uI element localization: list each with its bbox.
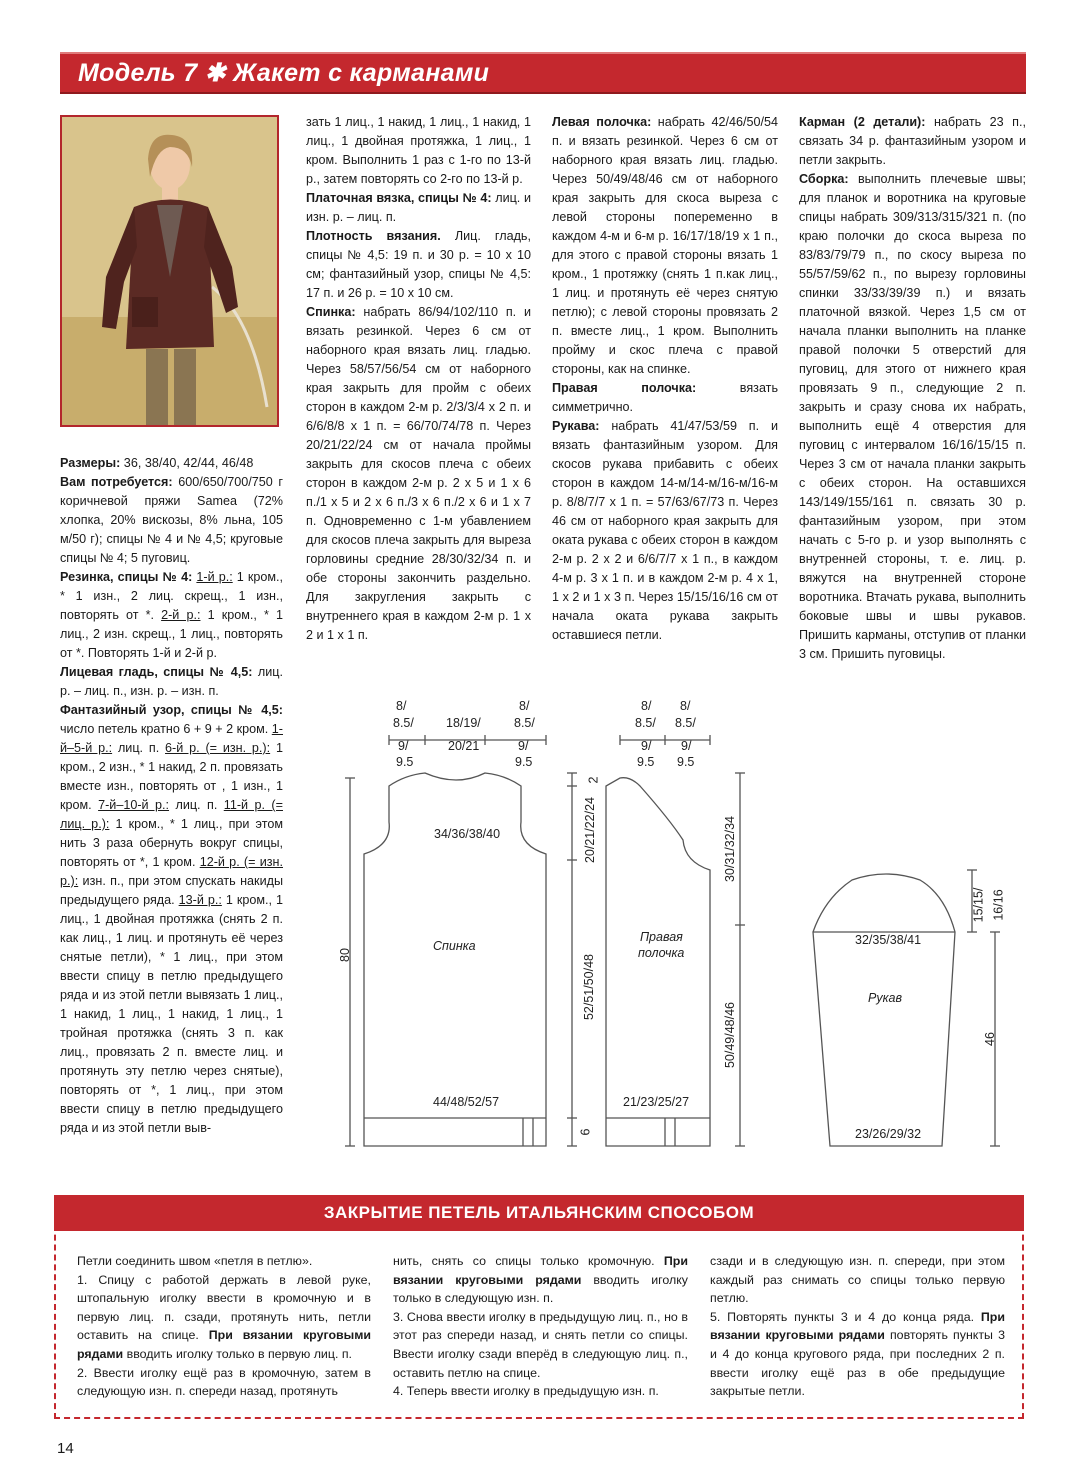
- sleeve-piece-label: Рукав: [868, 991, 902, 1005]
- box-column-2: [393, 1252, 688, 1401]
- fancy-row-7-10: 7-й–10-й р.:: [98, 798, 170, 812]
- stockinette-text: лиц. р. – лиц. п., изн. р. – изн. п.: [60, 665, 283, 698]
- rib-row-2: 2-й р.:: [161, 608, 201, 622]
- box-step-1-bold: При вязании круговыми рядами: [77, 1328, 372, 1361]
- back-dim-top-center-2: 20/21: [448, 739, 480, 753]
- sizes-label: Размеры:: [60, 456, 121, 470]
- garter-text: лиц. и изн. р. – лиц. п.: [306, 191, 531, 224]
- rib-text-b: 1 кром., * 1 лиц., 2 изн. скрещ., 1 лиц., повторять от *. Повторять 1-й и 2-й р.: [60, 608, 283, 660]
- left-front-label: Левая полочка:: [552, 115, 652, 129]
- sizes-text: 36, 38/40, 42/44, 46/48: [120, 456, 254, 470]
- fancy-text-a: число петель кратно 6 + 9 + 2 кром.: [60, 722, 272, 736]
- fancy-row-12: 12-й р. (= изн. р.):: [60, 855, 283, 888]
- right-front-label: Правая полочка:: [552, 381, 697, 395]
- garter-label: Платочная вязка, спицы № 4:: [306, 191, 492, 205]
- sleeve-width-bottom: 23/26/29/32: [855, 1127, 922, 1141]
- box-step-2-bold: При вязании круговыми рядами: [393, 1254, 688, 1287]
- back-dim-top-center-1: 18/19/: [446, 716, 481, 730]
- fancy-label: Фантазийный узор, спицы № 4,5:: [60, 703, 283, 717]
- back-width-bottom: 44/48/52/57: [433, 1095, 500, 1109]
- back-dim-top-right-1: 8/: [519, 699, 530, 713]
- gauge-text: Лиц. гладь, спицы № 4,5: 19 п. и 30 р. = 10 x 10 см; фантазийный узор, спицы № 4,5: 17 п. и 26 р. = 10 x 10 см.: [306, 229, 531, 300]
- front-dim-top-right-2: 8.5/: [675, 716, 696, 730]
- front-outline: [606, 778, 710, 1146]
- front-dim-top-right-1: 8/: [680, 699, 691, 713]
- stockinette-label: Лицевая гладь, спицы № 4,5:: [60, 665, 253, 679]
- needs-text: 600/650/700/750 г коричневой пряжи Samea (72% хлопка, 20% вискозы, 8% льна, 105 м/50 г); спицы № 4 и № 4,5; круговые спицы № 4; 5 пуговиц.: [60, 475, 283, 565]
- box-step-5-bold: При вязании круговыми рядами: [710, 1309, 1005, 1343]
- assembly-label: Сборка:: [799, 172, 849, 186]
- back-shoulder-left-2: 9.5: [396, 755, 414, 769]
- italian-bindoff-title: ЗАКРЫТИЕ ПЕТЕЛЬ ИТАЛЬЯНСКИМ СПОСОБОМ: [323, 1203, 755, 1222]
- gauge-label: Плотность вязания.: [306, 229, 441, 243]
- fancy-text-d: лиц. п.: [169, 798, 224, 812]
- box-step-4-cont: сзади и в следующую изн. п. спереди, при этом каждый раз снимать со спицы только первую петлю.: [710, 1254, 1005, 1306]
- box-step-5: [710, 1308, 1005, 1401]
- armhole-height: 20/21/22/24: [583, 796, 598, 864]
- back-shoulder-right-2: 9.5: [515, 755, 533, 769]
- fancy-text-c: 1 кром., 2 изн., * 1 накид, 2 п. провязать вместе изн., повторять от , 1 изн., 1 кром.: [60, 741, 283, 812]
- front-piece-label-2: полочка: [638, 946, 685, 960]
- rib-row-1: 1-й р.:: [196, 570, 233, 584]
- fancy-row-6: 6-й р. (= изн. р.):: [165, 741, 271, 755]
- fancy-text-b: лиц. п.: [112, 741, 166, 755]
- assembly-text: выполнить плечевые швы; для планок и воротника на круговые спицы набрать 309/313/315/321 п. (по краю полочки до скоса выреза по 83/83/79/79 п., по скосу выреза по 55/57/59/62 п., по вырезу горловины спинки 33/33/39/39 п.) и вязать платочной вязкой. Через 1,5 см от начала планки выполнить на планке правой полочки 5 отверстий для пуговиц, для этого от нижнего края провязать 9 п., следующие 2 п. закрыть и сразу снова их набрать, выполнить ещё 4 отверстия для пуговиц с интервалом 16/16/15/15 п. Через 3 см от начала планки закрыть с обеих сторон. На оставшихся 143/149/155/161 п. связать 30 р. фантазийным узором, при этом начать с 5-го р. и узор выполнять с внутренней стороны, т. е. лиц. р. вяжутся на внутренней стороне воротника. Втачать рукава, выполнить боковые швы и швы рукавов. Пришить карманы, отступив от планки 3 см. Пришить пуговицы.: [799, 172, 1026, 661]
- box-step-1: [77, 1271, 371, 1364]
- left-front-text: набрать 42/46/50/54 п. и вязать резинкой. Через 6 см от наборного края вязать лиц. гладью. Через 50/49/48/46 см от наборного края закрыть для скоса выреза с левой стороны попеременно в каждом 4-м и 6-м р. 16/17/18/19 x 1 п., для этого с правой стороны вязать 1 кром., 1 протяжку (снять 1 п.как лиц., 1 лиц. и протянуть её через снятую петлю); с левой стороны провязать 2 п. вместе лиц., 1 кром. Выполнить пройму и скос плеча с правой стороны, как на спинке.: [552, 115, 778, 376]
- front-piece-label-1: Правая: [640, 930, 683, 944]
- back-dim-top-left-1: 8/: [396, 699, 407, 713]
- fancy-continued: зать 1 лиц., 1 накид, 1 лиц., 1 накид, 1 лиц., 1 двойная протяжка, 1 лиц., 1 кром. Выполнить 1 раз с 1-го по 13-й р., затем повторять со 2-го по 13-й р.: [306, 115, 531, 186]
- front-shoulder-right-1: 9/: [681, 739, 692, 753]
- box-step-2-cont-text: нить, снять со спицы только кромочную.: [393, 1254, 664, 1268]
- front-lower-height: 50/49/48/46: [723, 1001, 738, 1069]
- front-width-bottom: 21/23/25/27: [623, 1095, 690, 1109]
- front-shoulder-right-2: 9.5: [677, 755, 695, 769]
- box-step-1-text: 1. Спицу с работой держать в левой руке, штопальную иголку ввести в кромочную и в первую лиц. п. сзади, протянуть нить, петли оставить на спице.: [77, 1272, 371, 1343]
- page-title: Модель 7 ✱ Жакет с карманами: [78, 59, 490, 87]
- needs-label: Вам потребуется:: [60, 475, 173, 489]
- box-step-5-text-2: повторять пункты 3 и 4 до конца кругового ряда, при последних 2 п. ввести иголку ещё раз в обе предыдущие закрытые петли.: [710, 1328, 1005, 1399]
- box-step-4: 4. Теперь ввести иголку в предыдущую изн. п.: [393, 1384, 659, 1399]
- right-front-text: вязать симметрично.: [552, 381, 779, 414]
- box-step-2-cont: [393, 1252, 688, 1308]
- back-label: Спинка:: [306, 305, 356, 319]
- box-step-2: 2. Ввести иголку ещё раз в кромочную, затем в следующую изн. п. спереди назад, протянуть: [77, 1365, 371, 1399]
- fancy-row-1-5: 1-й–5-й р.:: [60, 722, 283, 755]
- sleeve-width-top: 32/35/38/41: [855, 933, 922, 947]
- sleeve-cap-height-2: 16/16: [991, 889, 1006, 921]
- sleeve-length: 46: [982, 1032, 997, 1046]
- rib-height: 6: [578, 1128, 593, 1136]
- sleeves-text: набрать 41/47/53/59 п. и вязать фантазийным узором. Для скосов рукава прибавить с обеих сторон в каждом 14-м/14-м/16-м/16-м р. 8/8/7/7 x 1 п. = 57/63/67/73 п. Через 46 см от наборного края закрыть для оката рукава с обеих сторон в каждом 2-м р. 2 x 2 и 6/6/7/7 x 1 п., в каждом 4-м р. 3 x 1 п. и в каждом 2-м р. 4 x 1, 1 x 2 и 1 x 3 п. Через 15/15/16/16 см от начала оката рукава закрыть оставшиеся петли.: [552, 419, 778, 642]
- pocket-text: набрать 23 п., связать 34 р. фантазийным узором и петли закрыть.: [799, 115, 1026, 167]
- front-shoulder-left-2: 9.5: [637, 755, 655, 769]
- box-column-1: [77, 1252, 371, 1401]
- fancy-row-11: 11-й р. (= лиц. р.):: [60, 798, 283, 831]
- back-dim-top-left-2: 8.5/: [393, 716, 414, 730]
- rib-label: Резинка, спицы № 4:: [60, 570, 193, 584]
- front-dim-top-left-2: 8.5/: [635, 716, 656, 730]
- back-shoulder-right-1: 9/: [518, 739, 529, 753]
- rib-text-a: 1 кром., * 1 изн., 2 лиц. скрещ., 1 изн., повторять от *.: [60, 570, 284, 622]
- front-shoulder-left-1: 9/: [641, 739, 652, 753]
- back-shoulder-left-1: 9/: [398, 739, 409, 753]
- sleeve-outline: [813, 874, 955, 1146]
- box-step-3: 3. Снова ввести иголку в предыдущую лиц. п., но в этот раз спереди назад, и снять петли со спицы. Ввести иголку сзади вперёд в следующую лиц. п., оставить петлю на спице.: [393, 1309, 688, 1380]
- page-number: 14: [57, 1440, 74, 1457]
- box-step-2-cont-text-2: вводить иголку только в следующую изн. п.: [393, 1272, 688, 1306]
- fancy-text-g: 1 кром., 1 лиц., 1 двойная протяжка (снять 2 п. как лиц., 1 лиц. и протянуть её через снятые петли), * 1 лиц., при этом ввести спицу в петлю предыдущего ряда и из этой петли вывязать 1 лиц., 1 накид, 1 лиц., 1 накид, 1 лиц., 1 тройная протяжка (снять 3 п. как лиц., провязать 2 п. вместе лиц. и протянуть эту петлю через снятые), повторять от *, 1 лиц., при этом ввести спицу в петлю предыдущего ряда и из этой петли выв-: [60, 893, 283, 1135]
- pocket-label: Карман (2 детали):: [799, 115, 926, 129]
- fancy-row-13: 13-й р.:: [178, 893, 222, 907]
- back-width-top: 34/36/38/40: [434, 827, 501, 841]
- box-step-5-text: 5. Повторять пункты 3 и 4 до конца ряда.: [710, 1309, 981, 1324]
- neck-depth: 2: [586, 776, 601, 784]
- italian-bindoff-header: [54, 1195, 1024, 1231]
- back-dim-top-right-2: 8.5/: [514, 716, 535, 730]
- back-height: 80: [337, 948, 352, 962]
- box-column-3: [710, 1252, 1005, 1401]
- box-step-1-text-2: вводить иголку только в первую лиц. п.: [123, 1346, 352, 1361]
- sleeve-cap-height-1: 15/15/: [971, 887, 986, 923]
- back-piece-label: Спинка: [433, 939, 476, 953]
- front-dim-top-left-1: 8/: [641, 699, 652, 713]
- front-neck-height: 30/31/32/34: [723, 815, 738, 883]
- back-text: набрать 86/94/102/110 п. и вязать резинкой. Через 6 см от наборного края вязать лиц. гладью. Через 58/57/56/54 см от наборного края закрыть для пройм с обеих сторон в каждом 2-м р. 2/3/3/4 x 2 п. и 6/6/8/8 x 1 п. = 66/70/74/78 п. Через 20/21/22/24 см от начала проймы закрыть для скосов плеча с обеих сторон в каждом 2-м р. 2 x 5 и 1 x 6 п./1 x 5 и 2 x 6 п./3 x 6 п./2 x 6 и 1 x 7 п. Одновременно с 1-м убавлением для скосов плеча закрыть для выреза горловины средние 28/30/32/34 п. и обе стороны закончить раздельно. Для закругления закрыть с внутреннего края в каждом 2-м р. 1 x 2 и 1 x 1 п.: [306, 305, 531, 642]
- fancy-text-e: 1 кром., * 1 лиц., при этом нить 3 раза обернуть вокруг спицы, повторять от *, 1 кром.: [60, 817, 283, 869]
- box-intro: Петли соединить швом «петля в петлю».: [77, 1254, 313, 1268]
- side-height: 52/51/50/48: [582, 953, 597, 1021]
- sleeves-label: Рукава:: [552, 419, 600, 433]
- fancy-text-f: изн. п., при этом спускать накиды предыдущего ряда.: [60, 874, 283, 907]
